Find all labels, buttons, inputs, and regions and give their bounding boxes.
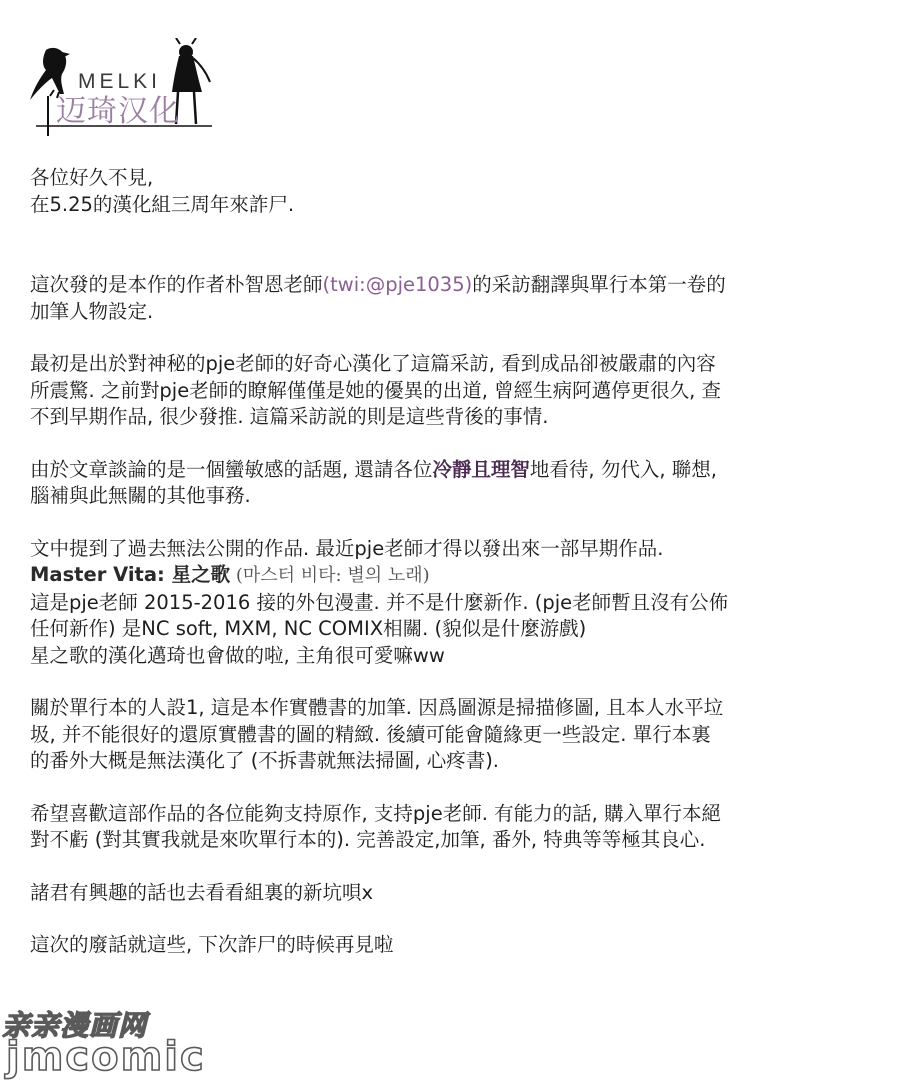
text-line: 不到早期作品, 很少發推. 這篇采訪説的則是這些背後的事情. xyxy=(30,405,549,428)
text-line: 腦補與此無關的其他事務. xyxy=(30,484,251,507)
text-segment: 由於文章談論的是一個蠻敏感的話題, 還請各位 xyxy=(30,457,433,481)
text-segment: 的采訪翻譯與單行本第一卷的 xyxy=(472,273,726,296)
text-line: 諸君有興趣的話也去看看組裏的新坑唄x xyxy=(30,880,374,904)
text-line: 任何新作) 是NC soft, MXM, NC COMIX相關. (貌似是什麼游戲) xyxy=(30,617,587,640)
text-line xyxy=(30,272,878,299)
text-line: 希望喜歡這部作品的各位能夠支持原作, 支持pje老師. 有能力的話, 購入單行本絕 xyxy=(30,801,721,825)
text-line: 在5.25的漢化組三周年來詐尸. xyxy=(30,192,295,216)
text-line: 加筆人物設定. xyxy=(30,299,154,323)
text-segment: 這次發的是本作的作者朴智恩老師 xyxy=(30,273,323,296)
text-line xyxy=(30,457,878,484)
paragraph-new-projects xyxy=(30,880,878,907)
twitter-handle: (twi:@pje1035) xyxy=(322,273,473,296)
paragraph-character-settings xyxy=(30,695,878,775)
paragraph-notice xyxy=(30,457,878,510)
logo-cjk-text: 迈琦汉化 xyxy=(56,94,180,129)
text-line: 各位好久不見, xyxy=(30,166,154,189)
paragraph-support xyxy=(30,801,878,854)
paragraph-background xyxy=(30,351,878,431)
text-segment: 地看待, 勿代入, 聯想, xyxy=(529,457,717,481)
watermark-cn-text: 亲亲漫画网 xyxy=(2,1009,148,1042)
site-watermark xyxy=(0,1004,220,1081)
text-line: 關於單行本的人設1, 這是本作實體書的加筆. 因爲圖源是掃描修圖, 且本人水平垃 xyxy=(30,696,724,719)
text-line: 的番外大概是無法漢化了 (不拆書就無法掃圖, 心疼書). xyxy=(30,749,500,772)
text-line: 文中提到了過去無法公開的作品. 最近pje老師才得以發出來一部早期作品. xyxy=(30,536,664,560)
text-line xyxy=(30,562,878,590)
watermark-en-text: jmcomic xyxy=(6,1034,206,1080)
paragraph-greeting xyxy=(30,165,878,218)
paragraph-release-info xyxy=(30,272,878,325)
work-title-korean: (마스터 비타: 별의 노래) xyxy=(230,565,430,586)
text-line: 所震驚. 之前對pje老師的瞭解僅僅是她的優異的出道, 曾經生病阿邁停更很久, 查 xyxy=(30,378,721,402)
work-title: Master Vita: 星之歌 xyxy=(30,563,231,586)
article-body xyxy=(30,165,878,959)
text-line: 對不虧 (對其實我就是來吹單行本的). 完善設定,加筆, 番外, 特典等等極其良心. xyxy=(30,828,706,851)
group-logo xyxy=(26,38,216,138)
emphasis-text: 冷靜且理智 xyxy=(432,457,530,481)
text-line: 這是pje老師 2015-2016 接的外包漫畫. 并不是什麼新作. (pje老師暫且沒有公佈 xyxy=(30,590,729,614)
text-line: 圾, 并不能很好的還原實體書的圖的精緻. 後續可能會隨緣更一些設定. 單行本裏 xyxy=(30,722,711,746)
text-line: 這次的廢話就這些, 下次詐尸的時候再見啦 xyxy=(30,933,394,956)
text-line: 最初是出於對神秘的pje老師的好奇心漢化了這篇采訪, 看到成品卻被嚴肅的內容 xyxy=(30,352,716,375)
text-line: 星之歌的漢化邁琦也會做的啦, 主角很可愛嘛ww xyxy=(30,643,445,667)
paragraph-early-work xyxy=(30,536,878,670)
paragraph-farewell xyxy=(30,932,878,959)
logo-latin-text: MELKI xyxy=(78,70,162,93)
